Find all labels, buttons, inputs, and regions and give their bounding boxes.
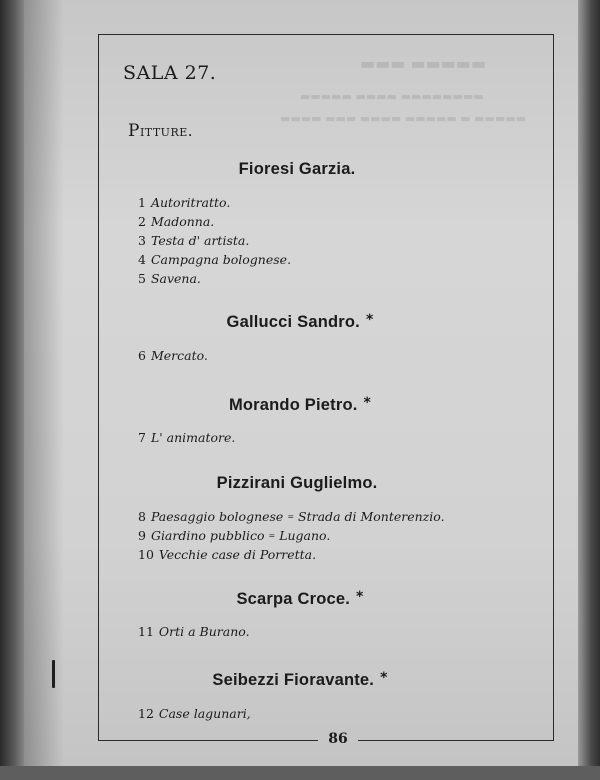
work-title: Vecchie case di Porretta. bbox=[158, 547, 317, 562]
work-title: Paesaggio bolognese bbox=[150, 509, 284, 524]
star-marker: * bbox=[363, 395, 372, 411]
work-number: 5 bbox=[138, 271, 146, 286]
list-item bbox=[138, 526, 445, 545]
works-list bbox=[138, 704, 251, 723]
star-marker: * bbox=[356, 589, 364, 605]
artist-heading bbox=[0, 313, 600, 332]
artist-name: Scarpa Croce. bbox=[236, 590, 351, 608]
artist-name: Fioresi Garzia. bbox=[238, 160, 356, 178]
work-number: 2 bbox=[138, 214, 146, 229]
work-title: Testa d' artista. bbox=[150, 233, 250, 248]
list-item bbox=[138, 193, 291, 212]
artist-heading bbox=[0, 396, 600, 415]
work-title: Autoritratto. bbox=[150, 195, 231, 210]
work-number: 11 bbox=[138, 624, 154, 639]
list-item bbox=[138, 231, 291, 250]
section-title: Pitture. bbox=[128, 121, 194, 141]
work-location: Strada di Monterenzio. bbox=[298, 509, 445, 524]
work-title: Savena. bbox=[150, 271, 201, 286]
works-list bbox=[138, 507, 445, 564]
artist-heading bbox=[0, 590, 600, 609]
page-right-edge bbox=[578, 0, 600, 780]
list-item bbox=[138, 269, 291, 288]
artist-name: Morando Pietro. bbox=[228, 396, 358, 414]
list-item bbox=[138, 622, 250, 641]
list-item bbox=[138, 346, 208, 365]
works-list bbox=[138, 622, 250, 641]
frame-rule-left bbox=[98, 740, 318, 741]
star-marker: * bbox=[365, 312, 374, 328]
book-spine bbox=[0, 0, 26, 780]
frame-rule-right bbox=[358, 740, 554, 741]
list-item bbox=[138, 704, 251, 723]
page-gutter-shadow bbox=[24, 0, 64, 768]
list-item bbox=[138, 428, 235, 447]
artist-heading bbox=[0, 671, 600, 690]
work-title: Mercato. bbox=[150, 348, 208, 363]
work-number: 10 bbox=[138, 547, 154, 562]
list-item bbox=[138, 212, 291, 231]
separator: = bbox=[268, 531, 276, 540]
work-title: Orti a Burano. bbox=[158, 624, 250, 639]
list-item bbox=[138, 250, 291, 269]
list-item bbox=[138, 507, 445, 526]
work-number: 12 bbox=[138, 706, 154, 721]
work-title: L' animatore. bbox=[150, 430, 236, 445]
margin-mark bbox=[52, 660, 55, 688]
work-title: Giardino pubblico bbox=[150, 528, 265, 543]
star-marker: * bbox=[380, 670, 388, 686]
work-number: 8 bbox=[138, 509, 146, 524]
works-list bbox=[138, 346, 208, 365]
work-number: 9 bbox=[138, 528, 146, 543]
work-number: 4 bbox=[138, 252, 146, 267]
page-bottom-edge bbox=[0, 766, 600, 780]
artist-name: Pizzirani Guglielmo. bbox=[216, 474, 378, 492]
separator: = bbox=[287, 512, 295, 521]
works-list bbox=[138, 428, 235, 447]
work-number: 3 bbox=[138, 233, 146, 248]
artist-heading bbox=[0, 160, 600, 179]
work-location: Lugano. bbox=[279, 528, 331, 543]
list-item bbox=[138, 545, 445, 564]
work-title: Campagna bolognese. bbox=[150, 252, 292, 267]
work-number: 6 bbox=[138, 348, 146, 363]
works-list bbox=[138, 193, 291, 288]
page-number: 86 bbox=[328, 731, 348, 747]
work-title: Case lagunari, bbox=[158, 706, 251, 721]
work-number: 1 bbox=[138, 195, 146, 210]
artist-heading bbox=[0, 474, 600, 493]
artist-name: Seibezzi Fioravante. bbox=[212, 671, 375, 689]
artist-name: Gallucci Sandro. bbox=[226, 313, 360, 331]
room-title: SALA 27. bbox=[123, 62, 217, 84]
work-title: Madonna. bbox=[150, 214, 215, 229]
work-number: 7 bbox=[138, 430, 146, 445]
